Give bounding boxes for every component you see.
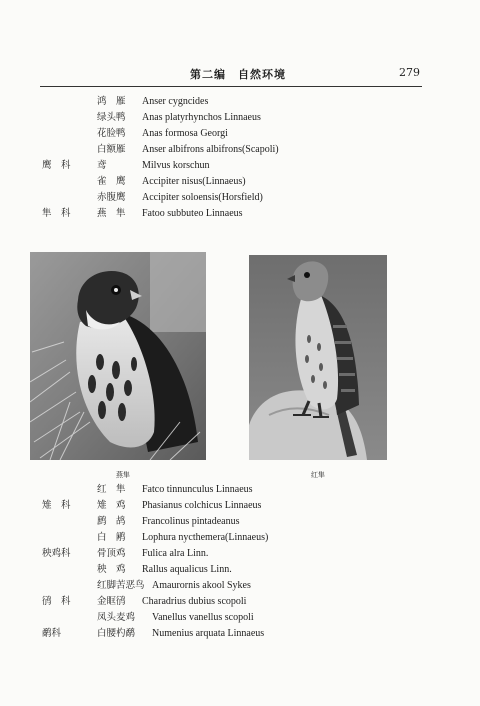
- caption-hobby: 燕隼: [116, 471, 130, 479]
- photo-kestrel: [249, 255, 387, 460]
- kestrel-image: [249, 255, 387, 460]
- caption-kestrel: 红隼: [311, 471, 325, 479]
- page-number: 279: [399, 66, 420, 79]
- page-header: [40, 66, 420, 84]
- header-rule: [40, 86, 422, 87]
- falcon-image: [30, 252, 206, 460]
- photo-hobby-falcon: [30, 252, 206, 460]
- section-title: 第二编 自然环境: [190, 68, 286, 81]
